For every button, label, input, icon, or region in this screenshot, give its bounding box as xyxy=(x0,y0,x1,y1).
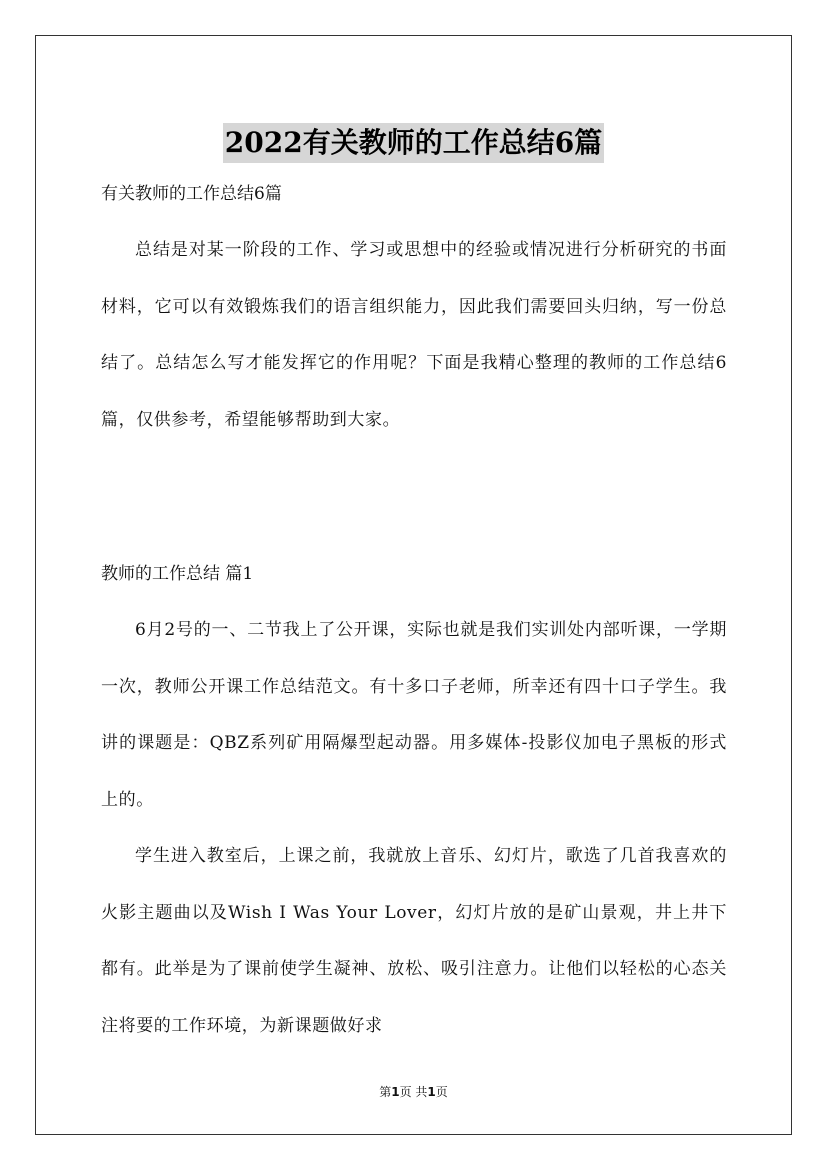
footer-mid: 页 共 xyxy=(399,1085,428,1099)
footer-prefix: 第 xyxy=(379,1085,392,1099)
section-1 xyxy=(101,546,727,1054)
footer-page-current: 1 xyxy=(391,1085,400,1099)
section-1-paragraph-2: 学生进入教室后，上课之前，我就放上音乐、幻灯片，歌选了几首我喜欢的火影主题曲以及Wish I Was Your Lover，幻灯片放的是矿山景观，井上井下都有。此举是为了课前使学生凝神、放松、吸引注意力。让他们以轻松的心态关注将要的工作环境，为新课题做好求 xyxy=(101,846,727,1036)
document-title: 2022有关教师的工作总结6篇 xyxy=(223,123,604,163)
footer-suffix: 页 xyxy=(435,1085,448,1099)
document-body xyxy=(101,166,727,448)
intro-paragraph: 总结是对某一阶段的工作、学习或思想中的经验或情况进行分析研究的书面材料，它可以有效锻炼我们的语言组织能力，因此我们需要回头归纳，写一份总结了。总结怎么写才能发挥它的作用呢？下面是我精心整理的教师的工作总结6篇，仅供参考，希望能够帮助到大家。 xyxy=(101,240,727,430)
section-1-heading: 教师的工作总结 篇1 xyxy=(101,564,254,584)
document-subtitle: 有关教师的工作总结6篇 xyxy=(101,184,282,204)
section-1-paragraph-1: 6月2号的一、二节我上了公开课，实际也就是我们实训处内部听课，一学期一次，教师公开课工作总结范文。有十多口子老师，所幸还有四十口子学生。我讲的课题是：QBZ系列矿用隔爆型起动器。用多媒体-投影仪加电子黑板的形式上的。 xyxy=(101,620,727,810)
footer-page-total: 1 xyxy=(427,1085,436,1099)
page-footer xyxy=(0,1083,827,1101)
